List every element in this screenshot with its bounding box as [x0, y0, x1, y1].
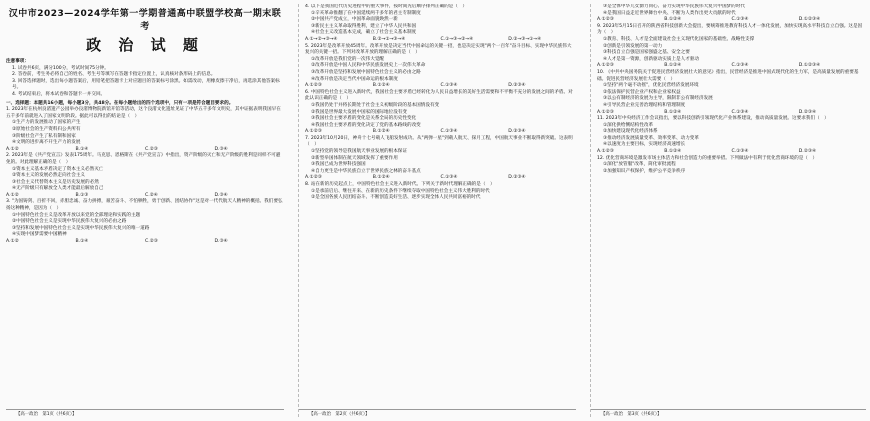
choice: ②加强知识产权保护，维护公平竞争秩序 [603, 168, 686, 174]
choice: ③改革开放是坚持和发展中国特色社会主义的必由之路 [311, 69, 421, 75]
answer-option: C.②③ [145, 146, 158, 152]
page-footer [299, 409, 576, 417]
exam-title-line2: 政 治 试 题 [86, 36, 204, 54]
question-stem: 12. 优化营商环境是激发市场主体活力和社会创造力的重要举措。下列做法中有利于优化营商环境的是（ ） [597, 155, 818, 161]
note-item: 2. 答卷前，考生务必将自己的姓名、考生号等填写在答题卡指定位置上，认真核对条形码上的信息。 [12, 72, 216, 78]
question-stem: 7. 2023年10月20日，神舟十七号载人飞船发射成功。从"两弹一星"到载人航天、探月工程，中国航天事业不断取得新突破。这表明（ ） [305, 135, 573, 148]
question-9 [597, 24, 866, 70]
choice: ①教育、科技、人才是全面建设社会主义现代化国家的基础性、战略性支撑 [603, 36, 755, 42]
choice: ③我国社会主要矛盾的变化是关系全局的历史性变化 [311, 116, 417, 122]
question-8-continued [597, 4, 866, 24]
answer-option: D.②③④ [508, 175, 526, 181]
choice: ③阶级社会产生了私有制和国家 [12, 133, 76, 139]
answer-option: A.①② [6, 192, 19, 198]
answer-option: A.①②③ [597, 63, 614, 69]
question-6 [305, 90, 576, 136]
footer-text: 【高一政治 第2页（共6页）】 [309, 412, 370, 417]
answer-option: C.①③④ [440, 129, 458, 135]
question-stem: 5. 2023年是改革开放45周年。改革开放是决定当代中国命运的关键一招，也是决定实现"两个一百年"奋斗目标、实现中华民族伟大复兴的关键一招。下列对改革开放的理解正确的是（ ） [305, 43, 572, 56]
choice: ③新民主主义革命取得胜利，建立了中华人民共和国 [311, 23, 417, 29]
page-footer [6, 409, 284, 417]
choice: ①改革开放是我们党的一次伟大觉醒 [311, 56, 385, 62]
answer-option: A.①②③ [305, 129, 322, 135]
choice: ③以公有制经济的发展为主导，限制非公有制经济发展 [603, 96, 713, 102]
answer-option: A.①②③ [597, 17, 614, 23]
answer-option: B.①④ [75, 146, 89, 152]
question-4 [305, 4, 576, 44]
note-item: 4. 考试结束后，将本试卷和答题卡一并交回。 [12, 91, 106, 97]
choice: ②加快建设现代化经济体系 [603, 129, 658, 135]
answer-option: C.①③④ [731, 63, 749, 69]
choice: ④改革开放是决定当代中国命运的根本制度 [311, 76, 398, 82]
choice: ④自力更生是中华民族自立于世界民族之林的奋斗基点 [311, 168, 421, 174]
answer-option: C.①③④ [731, 109, 749, 115]
page-footer [591, 409, 866, 417]
choice: ④文明的进步离不开生产力的发展 [12, 140, 81, 146]
choice: ②我国是世界最大发展中国家的国际地位没有变 [311, 109, 407, 115]
question-8 [305, 182, 576, 202]
choice: ②是全国各族人民团结奋斗、不断创造美好生活、逐步实现全体人民共同富裕的时代 [311, 195, 481, 201]
answer-option: B.①②④ [372, 129, 390, 135]
page-2 [298, 4, 576, 417]
choice: ④实现中国梦需要中国精神 [12, 232, 67, 238]
choice: ③我国已成为世界科技强国 [311, 162, 366, 168]
choice: ④无产阶级只有解放全人类才能最后解放自己 [12, 186, 104, 192]
answer-option: B.①②④ [372, 175, 390, 181]
choice: ①生产力的发展推动了国家的产生 [12, 120, 81, 126]
answer-option: C.①③④ [731, 149, 749, 155]
answer-option: C.①③④ [731, 17, 749, 23]
choice: ④引导民营企业完善治理结构和管理制度 [603, 102, 686, 108]
question-stem: 3. "为国铸剑、百折不回，赤胆忠诚、奋力拼搏，艰苦奋斗、不怕牺牲，勇于创新、团结协作"这是对一代代航天人精神的概括。我们要弘扬这种精神，是因为（ ） [6, 199, 283, 212]
question-stem: 8. 站在新的历史起点上，中国特色社会主义进入新时代。下列关于新时代理解正确的是（ ） [305, 182, 495, 188]
question-stem: 9. 2023年5月15日召开的陕西省科技创新大会提出，要统筹推进教育科技人才一体化发展，加快实现高水平科技自立自强。这是因为（ ） [597, 23, 863, 36]
choice: ②创新是引领发展的第一动力 [603, 43, 663, 49]
answer-option: A.①② [6, 239, 19, 245]
question-11 [597, 116, 866, 156]
question-2 [6, 153, 284, 199]
question-5 [305, 44, 576, 90]
question-stem: 10. 《中共中央国务院关于促进民营经济发展壮大的意见》指出，民营经济是推进中国式现代化的生力军，是高质量发展的重要基础。促进民营经济发展壮大需要（ ） [597, 69, 859, 82]
answer-option: A.①②③ [597, 149, 614, 155]
section-heading: 一、选择题：本题共16小题，每小题3分，共48分。在每小题给出的四个选项中，只有一项是符合题目要求的。 [6, 100, 234, 106]
question-stem: 1. 2023年在杭州良渚遗产公园举办良渚博物院新馆开馆等活动，这个良渚文化遗址见证了中华五千多年文明史，其中证据表明我国早在五千多年前就进入了国家文明阶段。据此可以得出的结论是（ ） [6, 107, 281, 119]
choice: ④人才是第一资源，创新驱动实质上是人才驱动 [603, 56, 699, 62]
answer-option: C.①③④ [440, 175, 458, 181]
answer-option: D.①②③④ [798, 63, 821, 69]
answer-option: A.①②③ [597, 109, 614, 115]
choice: ④社会主义改造基本完成，确立了社会主义基本制度 [311, 30, 417, 36]
answer-option: D.②③④ [508, 83, 526, 89]
answer-options [6, 239, 284, 246]
choice: ①中国特色社会主义是改革开放以来党的全部理论和实践的主题 [12, 212, 141, 218]
answer-option: D.③④ [214, 239, 228, 245]
choice: ①深化"放管服"改革，简化审批流程 [603, 162, 676, 168]
choice: ①坚持"两个毫不动摇"，优化民营经济发展环境 [603, 83, 699, 89]
choice: ②原始社会的生产资料归公共所有 [12, 126, 81, 132]
answer-option: B.①②④ [664, 149, 682, 155]
choice: ①辛亥革命推翻了在中国延续两千多年的君主专制制度 [311, 10, 421, 16]
answer-option: B.①②④ [664, 63, 682, 69]
answer-option: C.②④ [145, 192, 158, 198]
choice: ①深化供给侧结构性改革 [603, 122, 654, 128]
question-stem: 6. 中国特色社会主义进入新时代，我国社会主要矛盾已经转化为人民日益增长的美好生活需要和不平衡不充分的发展之间的矛盾。对此认识正确的是（ ） [305, 89, 573, 102]
answer-options [597, 149, 866, 156]
answer-option: D.②③④ [798, 109, 817, 115]
choice: ②新型举国体制在航天领域发挥了重要作用 [311, 155, 398, 161]
note-item: 3. 回答选择题时，选出每小题答案后，用铅笔把答题卡上对应题目的答案标号涂黑。如需改动，用橡皮擦干净后，再选涂其他答案标号。 [12, 78, 280, 91]
question-7 [305, 136, 576, 182]
choice: ④我国社会主要矛盾的变化决定了党的基本路线的改变 [311, 122, 421, 128]
choice: ③推动经济发展质量变革、效率变革、动力变革 [603, 135, 699, 141]
note-item: 1. 试卷共6页，满分100分，考试时间75分钟。 [12, 65, 109, 71]
answer-option: A.①②③ [305, 175, 322, 181]
answer-option: D.③④ [214, 146, 228, 152]
answer-option: B.②→①→③→④ [372, 36, 406, 42]
answer-option: D.③④ [214, 192, 228, 198]
answer-option: C.①③④ [440, 83, 458, 89]
question-1 [6, 107, 284, 153]
answer-option: D.①②③④ [798, 17, 821, 23]
answer-option: B.①②④ [664, 17, 682, 23]
choice: ①我国仍处于并将长期处于社会主义初级阶段的基本国情没有变 [311, 102, 440, 108]
answer-options [305, 83, 576, 90]
choice: ③社会主义代替资本主义是历史发展的必然 [12, 179, 99, 185]
answer-options [305, 129, 576, 136]
answer-option: B.①④ [75, 239, 89, 245]
choice: ③科技自立自强是国家强盛之基、安全之要 [603, 50, 690, 56]
notes-heading: 注意事项： [6, 59, 29, 64]
question-stem: 4. 以下是我国近代历史进程中的重大事件，按时间先后顺序排列正确的是（ ） [305, 4, 468, 9]
question-12 [597, 156, 866, 176]
choice: ①是承前启后、继往开来、在新的历史条件下继续夺取中国特色社会主义伟大胜利的时代 [311, 188, 490, 194]
answer-option: B.①③ [75, 192, 89, 198]
answer-option: D.②③④ [508, 129, 526, 135]
answer-option: D.②③④ [798, 149, 817, 155]
choice: ④以速度为主要目标，实现经济高速增长 [603, 142, 686, 148]
answer-option: B.①②④ [664, 109, 682, 115]
footer-text: 【高一政治 第3页（共6页）】 [601, 412, 662, 417]
question-3 [6, 199, 284, 245]
answer-option: A.①② [6, 146, 19, 152]
choice: ②中国共产党成立，中国革命面貌焕然一新 [311, 17, 398, 23]
choice: ②改革开放是中国人民和中华民族发展史上一次伟大革命 [311, 63, 426, 69]
answer-option: B.①②④ [372, 83, 390, 89]
page-3 [590, 4, 866, 417]
exam-title-line1: 汉中市2023—2024学年第一学期普通高中联盟学校高一期末联考 [8, 9, 282, 32]
choice: ③是全体中华儿女勠力同心、奋力实现中华民族伟大复兴中国梦的时代 [603, 4, 745, 9]
choice: ②中国特色社会主义是实现中华民族伟大复兴的必由之路 [12, 219, 127, 225]
question-stem: 2. 2023年是《共产党宣言》发表175周年。马克思、恩格斯在《共产党宣言》中指出，资产阶级的灭亡和无产阶级的胜利是同样不可避免的。对此理解正确的是（ ） [6, 153, 281, 165]
answer-option: A.①②③ [305, 83, 322, 89]
answer-option: C.①→③→②→④ [440, 36, 474, 42]
footer-text: 【高一政治 第1页（共6页）】 [16, 412, 77, 417]
answer-option: A.①→②→③→④ [305, 36, 338, 42]
choice: ①资本主义基本矛盾决定了资本主义必然灭亡 [12, 166, 104, 172]
choice: ②依法保护民营企业产权和企业家权益 [603, 89, 681, 95]
question-10 [597, 70, 866, 116]
choice: ③坚持和发展中国特色社会主义是实现中华民族伟大复兴的唯一道路 [12, 225, 150, 231]
question-stem: 11. 2023年中央经济工作会议指出，要以科技创新引领现代化产业体系建设，推动高质量发展。这要求我们（ ） [597, 116, 829, 122]
choice: ②资本主义的发展必然走向社会主义 [12, 173, 86, 179]
answer-options [305, 37, 576, 44]
page-1 [6, 4, 284, 417]
answer-options [597, 17, 866, 24]
exam-title [6, 6, 284, 55]
choice: ④是我国日益走近世界舞台中央、不断为人类作出更大贡献的时代 [603, 10, 736, 16]
answer-option: D.②→③→①→④ [508, 36, 542, 42]
answer-options [597, 63, 866, 70]
choice: ①坚持党的领导是我国航天事业发展的根本保证 [311, 149, 407, 155]
answer-option: C.②③ [145, 239, 158, 245]
